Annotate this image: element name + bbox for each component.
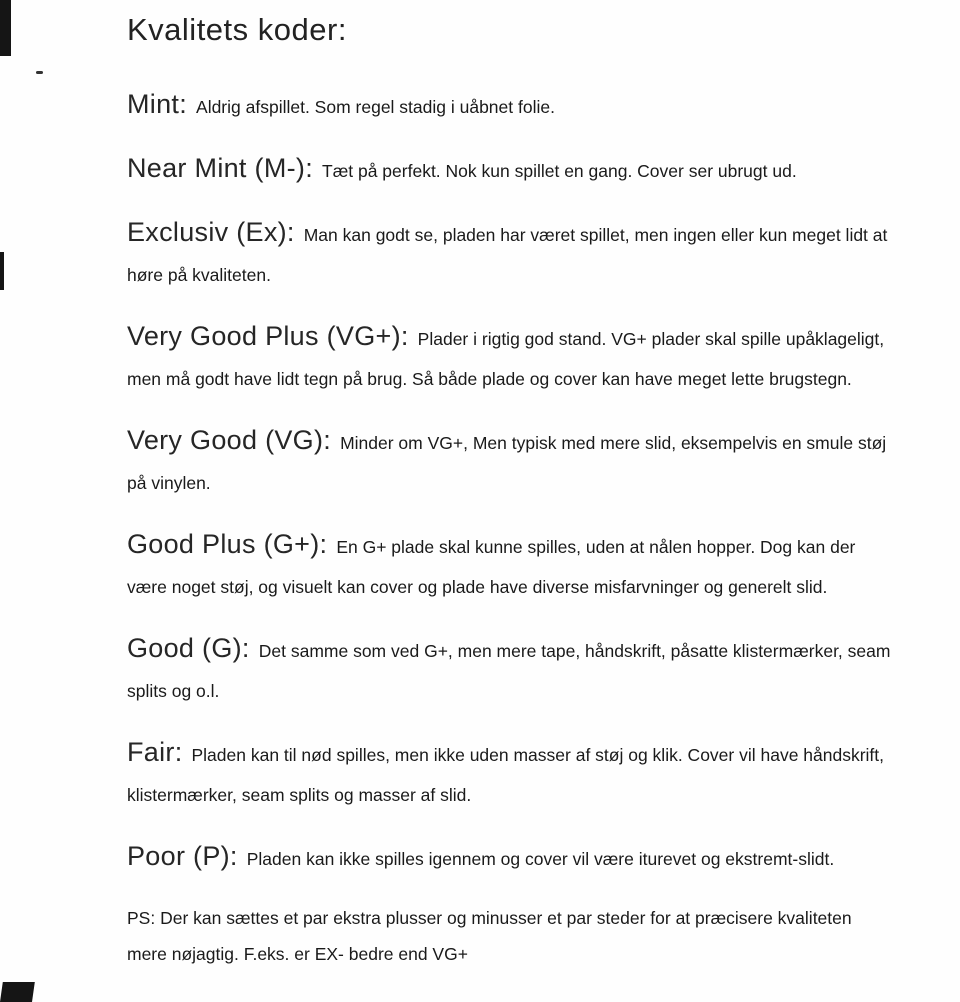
quality-description: Plader i rigtig god stand. VG+ plader skal spille upåklageligt, men må godt have lidt tegn på brug. Så både plade og cover kan have meget lette brugstegn. [127,329,885,390]
quality-term: Near Mint (M-): [127,153,313,184]
quality-term: Very Good Plus (VG+): [127,321,409,352]
document-content [127,10,895,972]
quality-term: Poor (P): [127,841,238,872]
quality-term: Good (G): [127,633,250,664]
quality-description: Minder om VG+, Men typisk med mere slid, eksempelvis en smule støj på vinylen. [127,433,887,494]
quality-entry-very-good [127,420,895,503]
scan-artifact-top-left [0,0,11,56]
quality-entry-fair [127,732,895,815]
quality-description: Man kan godt se, pladen har været spillet, men ingen eller kun meget lidt at høre på kvaliteten. [127,225,888,286]
quality-entry-good-plus [127,524,895,607]
scan-artifact-left-bar [0,252,4,290]
ps-note: PS: Der kan sættes et par ekstra plusser og minusser et par steder for at præcisere kvaliteten mere nøjagtig. F.eks. er EX- bedre end VG+ [127,908,852,965]
quality-term: Very Good (VG): [127,425,332,456]
quality-term: Good Plus (G+): [127,529,328,560]
page-title: Kvalitets koder: [127,12,347,47]
scan-artifact-dash [36,71,43,74]
quality-term: Exclusiv (Ex): [127,217,295,248]
quality-entry-exclusiv [127,212,895,295]
quality-description: Det samme som ved G+, men mere tape, håndskrift, påsatte klistermærker, seam splits og o.l. [127,641,891,702]
quality-description: En G+ plade skal kunne spilles, uden at nålen hopper. Dog kan der være noget støj, og visuelt kan cover og plade have diverse misfarvninger og generelt slid. [127,537,856,598]
quality-entry-very-good-plus [127,316,895,399]
quality-description: Pladen kan ikke spilles igennem og cover vil være iturevet og ekstremt-slidt. [246,849,835,870]
quality-entry-good [127,628,895,711]
quality-term: Mint: [127,89,188,120]
quality-description: Pladen kan til nød spilles, men ikke uden masser af støj og klik. Cover vil have håndskrift, klistermærker, seam splits og masser af slid. [127,745,885,806]
scan-artifact-bottom-left [0,982,35,1002]
quality-description: Aldrig afspillet. Som regel stadig i uåbnet folie. [196,97,555,118]
quality-description: Tæt på perfekt. Nok kun spillet en gang. Cover ser ubrugt ud. [322,161,797,182]
quality-term: Fair: [127,737,183,768]
quality-entry-mint [127,84,895,127]
quality-entry-poor [127,836,895,879]
quality-entry-near-mint [127,148,895,191]
